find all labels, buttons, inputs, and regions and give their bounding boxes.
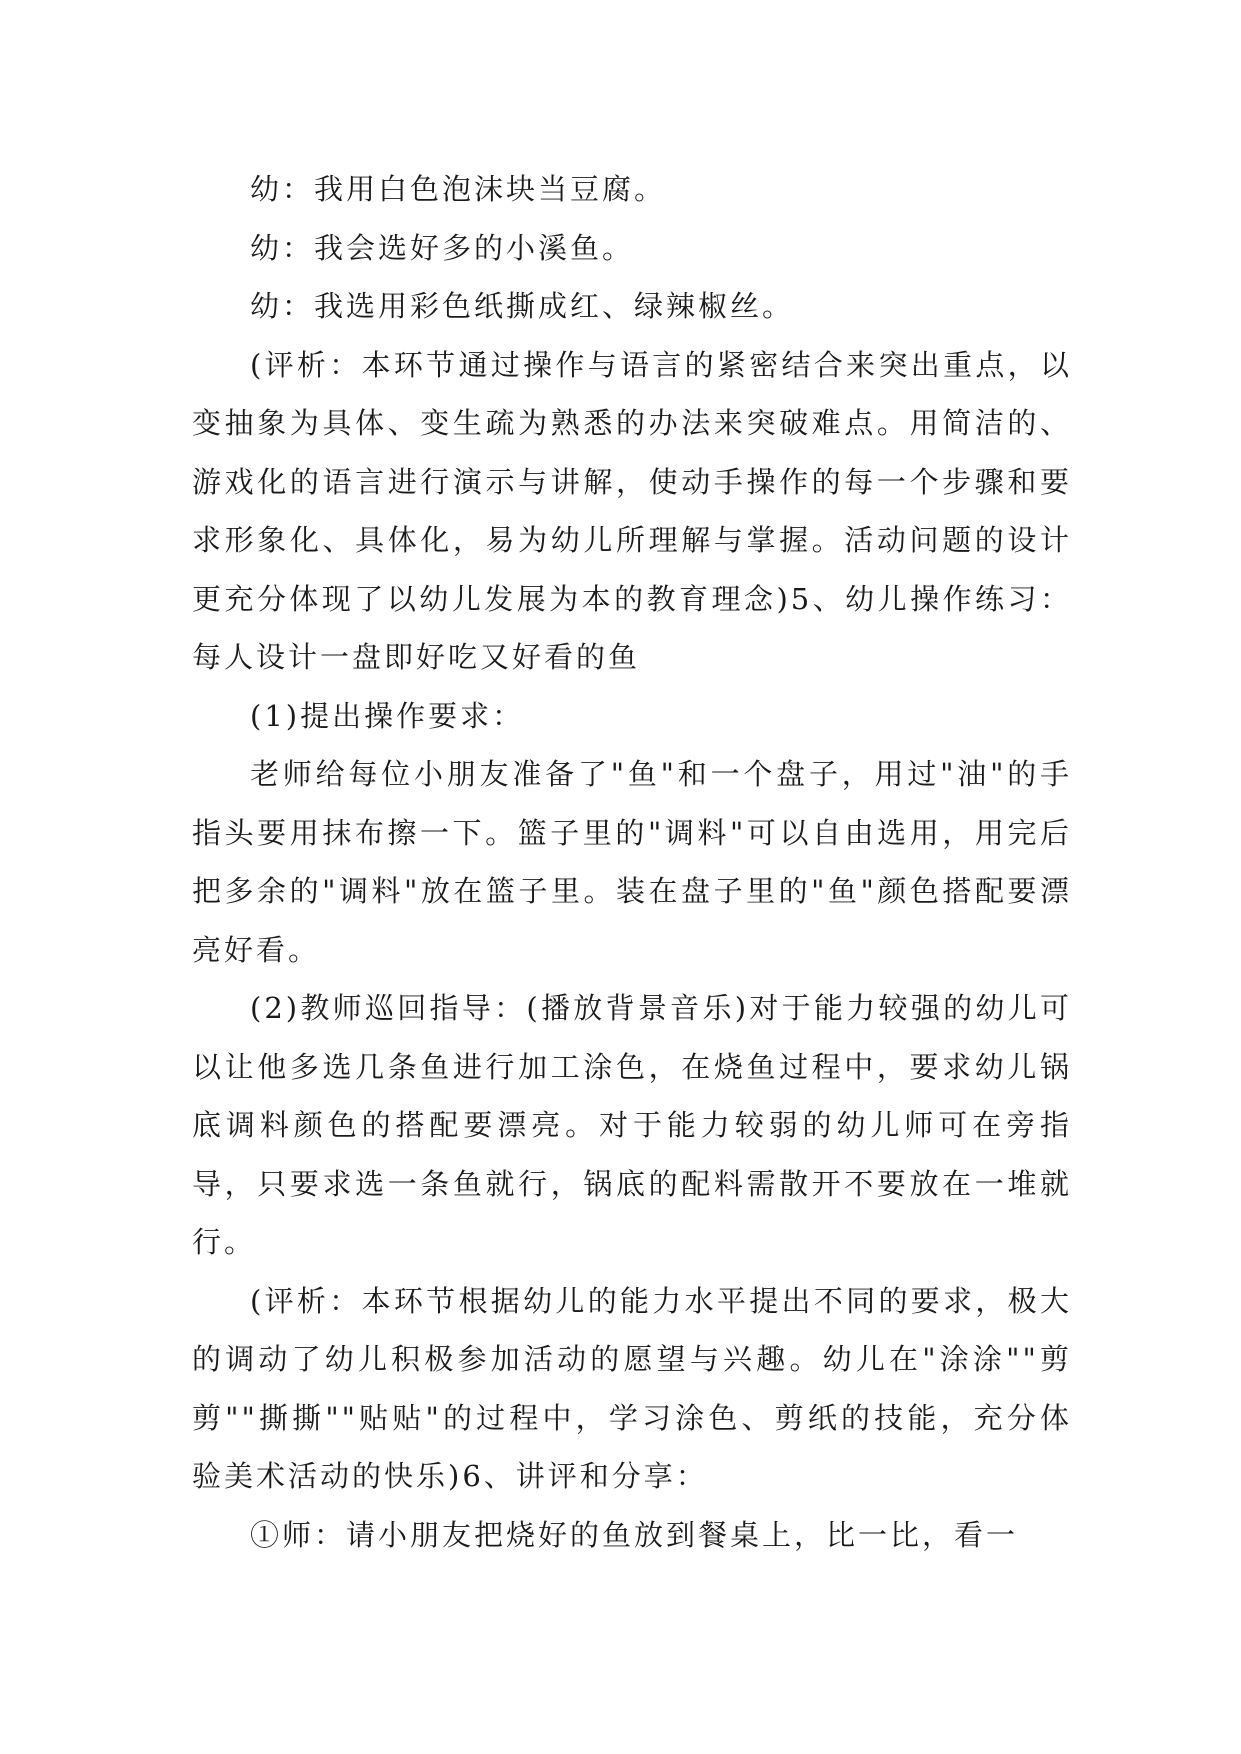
paragraph-analysis-1: (评析：本环节通过操作与语言的紧密结合来突出重点，以变抽象为具体、变生疏为熟悉的办法来突破难点。用简洁的、游戏化的语言进行演示与讲解，使动手操作的每一个步骤和要求形象化、具体化，易为幼儿所理解与掌握。活动问题的设计更充分体现了以幼儿发展为本的教育理念)5、幼儿操作练习：每人设计一盘即好吃又好看的鱼	[192, 347, 1072, 674]
paragraph-child-fish: 幼：我会选好多的小溪鱼。	[250, 230, 635, 265]
paragraph-child-tofu: 幼：我用白色泡沫块当豆腐。	[250, 172, 667, 206]
document-body	[192, 160, 1072, 1564]
paragraph-teacher-instructions: 老师给每位小朋友准备了"鱼"和一个盘子，用过"油"的手指头要用抹布擦一下。篮子里的"调料"可以自由选用，用完后把多余的"调料"放在篮子里。装在盘子里的"鱼"颜色搭配要漂亮好看。	[192, 757, 1072, 967]
paragraph-requirements-heading: (1)提出操作要求：	[250, 698, 525, 733]
paragraph-sharing: ①师：请小朋友把烧好的鱼放到餐桌上，比一比，看一	[250, 1517, 1019, 1552]
paragraph-analysis-2: (评析：本环节根据幼儿的能力水平提出不同的要求，极大的调动了幼儿积极参加活动的愿望与兴趣。幼儿在"涂涂""剪剪""撕撕""贴贴"的过程中，学习涂色、剪纸的技能，充分体验美术活动的快乐)6、讲评和分享：	[192, 1283, 1072, 1493]
paragraph-teacher-guidance: (2)教师巡回指导：(播放背景音乐)对于能力较强的幼儿可以让他多选几条鱼进行加工涂色，在烧鱼过程中，要求幼儿锅底调料颜色的搭配要漂亮。对于能力较弱的幼儿师可在旁指导，只要求选一条鱼就行，锅底的配料需散开不要放在一堆就行。	[192, 991, 1072, 1259]
paragraph-child-pepper: 幼：我选用彩色纸撕成红、绿辣椒丝。	[250, 289, 795, 323]
